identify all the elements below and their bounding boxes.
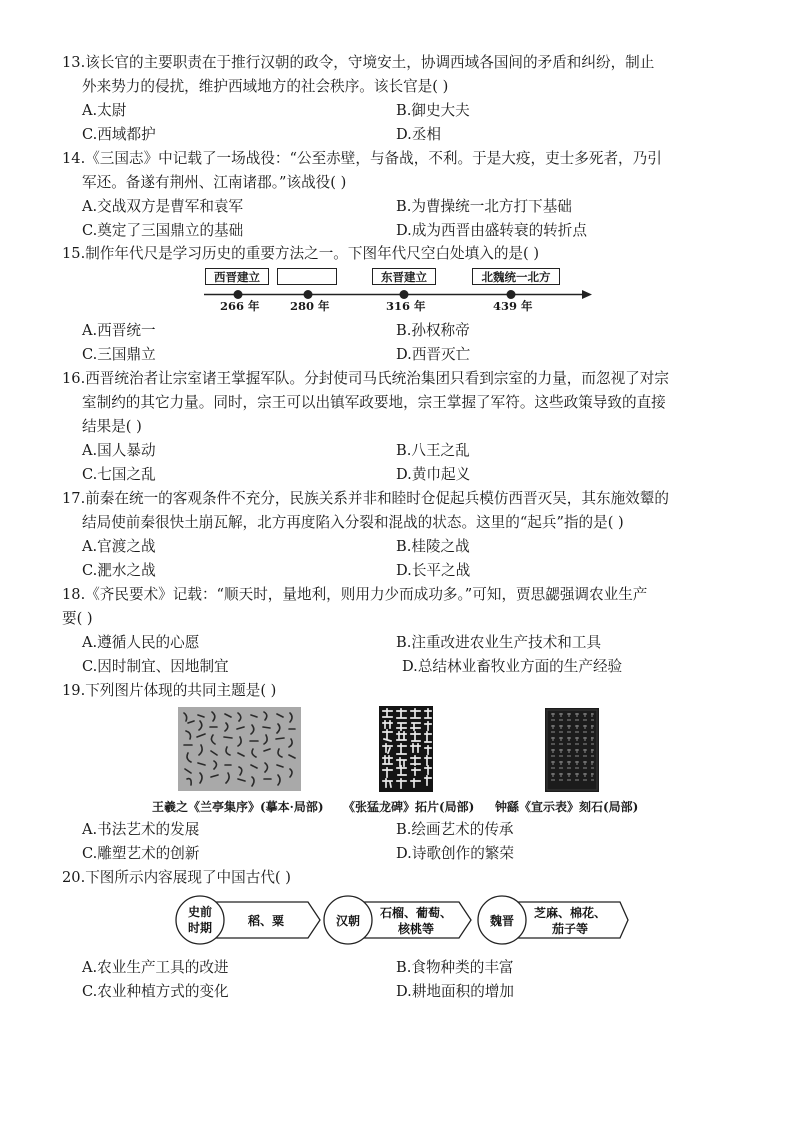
caption-zhangmenglong: 《张猛龙碑》拓片(局部) (343, 800, 475, 814)
q15-option-d: D.西晋灭亡 (396, 346, 471, 363)
q18-stem-line2: 要( ) (62, 610, 93, 627)
timeline-blank-box (277, 268, 337, 285)
q17-option-d: D.长平之战 (396, 562, 471, 579)
caption-lantingxu: 王羲之《兰亭集序》(摹本·局部) (152, 800, 324, 814)
flow-items-2-line1: 石榴、葡萄、 (379, 906, 453, 920)
q17-stem-line2: 结局使前秦很快土崩瓦解，北方再度陷入分裂和混战的状态。这里的“起兵”指的是( ) (82, 514, 624, 531)
flow-era-1-line1: 史前 (187, 905, 213, 919)
q15-stem-line1: 15.制作年代尺是学习历史的重要方法之一。下图年代尺空白处填入的是( ) (62, 245, 540, 262)
q17-option-c: C.淝水之战 (82, 562, 156, 579)
q16-option-a: A.国人暴动 (82, 442, 156, 459)
q15-option-b: B.孙权称帝 (396, 322, 470, 339)
timeline-year-439: 439 年 (493, 299, 533, 313)
flow-era-circle-1 (176, 896, 224, 944)
q13-option-c: C.西域都护 (82, 126, 156, 143)
q19-option-a: A.书法艺术的发展 (82, 821, 200, 838)
flow-items-3-line1: 芝麻、棉花、 (533, 906, 607, 920)
q14-stem-line1: 14.《三国志》中记载了一场战役：“公至赤壁，与备战，不利。于是大疫，吏士多死者，乃引 (62, 150, 662, 167)
timeline-year-316: 316 年 (386, 299, 426, 313)
q19-option-d: D.诗歌创作的繁荣 (396, 845, 514, 862)
timeline-arrow-icon (582, 290, 592, 299)
q16-stem-line2: 室制约的其它力量。同时，宗王可以出镇军政要地，宗王掌握了军符。这些政策导致的直接 (82, 394, 666, 411)
q16-option-b: B.八王之乱 (396, 442, 470, 459)
q14-option-d: D.成为西晋由盛转衰的转折点 (396, 222, 587, 239)
q13-option-d: D.丞相 (396, 126, 442, 143)
q16-stem-line1: 16.西晋统治者让宗室诸王掌握军队。分封使司马氏统治集团只看到宗室的力量，而忽视了对宗 (62, 370, 669, 387)
timeline-label-dongjin-founded: 东晋建立 (372, 268, 436, 285)
q19-option-b: B.绘画艺术的传承 (396, 821, 514, 838)
q20-stem-line1: 20.下图所示内容展现了中国古代( ) (62, 869, 291, 886)
flow-items-2-line2: 核桃等 (397, 922, 435, 936)
flow-era-3: 魏晋 (489, 914, 515, 928)
timeline-label-beiwei-unify: 北魏统一北方 (472, 268, 560, 285)
q20-option-d: D.耕地面积的增加 (396, 983, 514, 1000)
flow-items-1: 稻、粟 (247, 914, 285, 928)
q13-stem-line2: 外来势力的侵扰，维护西域地方的社会秩序。该长官是( ) (82, 78, 449, 95)
flow-era-2: 汉朝 (335, 914, 361, 928)
timeline-label-xijin-founded: 西晋建立 (205, 268, 269, 285)
q19-stem-line1: 19.下列图片体现的共同主题是( ) (62, 682, 277, 699)
q17-option-a: A.官渡之战 (82, 538, 156, 555)
q15-option-a: A.西晋统一 (82, 322, 156, 339)
q18-option-b: B.注重改进农业生产技术和工具 (396, 634, 602, 651)
q19-option-c: C.雕塑艺术的创新 (82, 845, 200, 862)
q20-option-c: C.农业种植方式的变化 (82, 983, 229, 1000)
flow-era-1-line2: 时期 (187, 921, 213, 935)
q16-stem-line3: 结果是( ) (82, 418, 142, 435)
xuanshibiao-stone-engraving-image (545, 708, 599, 792)
zhangmenglong-stele-rubbing-image (379, 706, 433, 792)
q18-stem-line1: 18.《齐民要术》记载：“顺天时，量地利，则用力少而成功多。”可知，贾思勰强调农业生产 (62, 586, 648, 603)
lantingxu-calligraphy-image (178, 707, 301, 791)
q18-option-d: D.总结林业畜牧业方面的生产经验 (402, 658, 623, 675)
q14-option-c: C.奠定了三国鼎立的基础 (82, 222, 244, 239)
timeline-year-280: 280 年 (290, 299, 330, 313)
q13-option-a: A.太尉 (82, 102, 127, 119)
q14-stem-line2: 军还。备遂有荆州、江南诸郡。”该战役( ) (82, 174, 347, 191)
timeline-year-266: 266 年 (220, 299, 260, 313)
q15-option-c: C.三国鼎立 (82, 346, 156, 363)
q16-option-c: C.七国之乱 (82, 466, 156, 483)
q13-option-b: B.御史大夫 (396, 102, 470, 119)
crop-introduction-flow-diagram (170, 888, 630, 952)
caption-xuanshibiao: 钟繇《宣示表》刻石(局部) (495, 800, 639, 814)
q16-option-d: D.黄巾起义 (396, 466, 471, 483)
q18-option-a: A.遵循人民的心愿 (82, 634, 200, 651)
q20-option-b: B.食物种类的丰富 (396, 959, 514, 976)
q20-option-a: A.农业生产工具的改进 (82, 959, 229, 976)
q14-option-b: B.为曹操统一北方打下基础 (396, 198, 572, 215)
q17-stem-line1: 17.前秦在统一的客观条件不充分，民族关系并非和睦时仓促起兵模仿西晋灭吴，其东施效颦的 (62, 490, 669, 507)
q18-option-c: C.因时制宜、因地制宜 (82, 658, 229, 675)
q14-option-a: A.交战双方是曹军和袁军 (82, 198, 244, 215)
flow-items-3-line2: 茄子等 (551, 922, 589, 936)
q17-option-b: B.桂陵之战 (396, 538, 470, 555)
q13-stem-line1: 13.该长官的主要职责在于推行汉朝的政令，守境安土，协调西域各国间的矛盾和纠纷，制止 (62, 54, 655, 71)
